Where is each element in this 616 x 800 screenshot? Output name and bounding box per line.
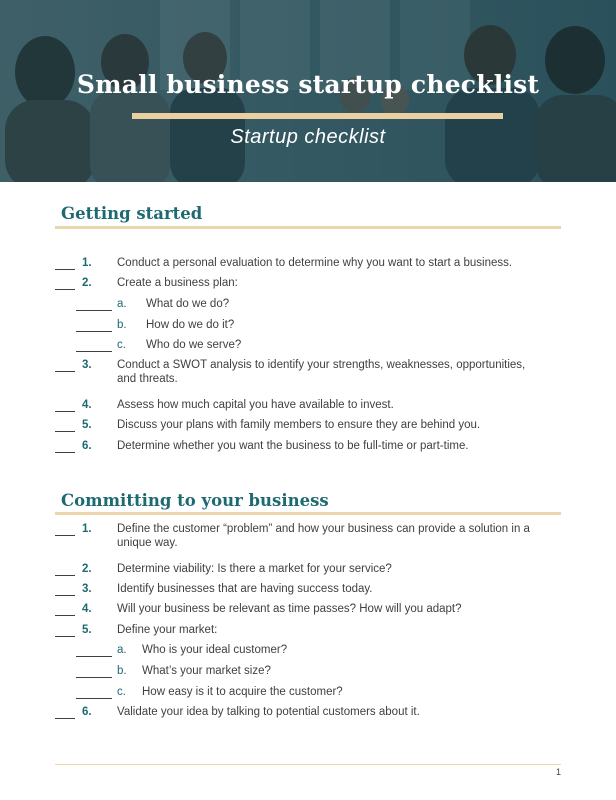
section-title-getting-started: Getting started [61,204,203,223]
item-text: Identify businesses that are having success today. [117,583,373,595]
item-text-continued: unique way. [117,537,178,549]
checkbox-blank[interactable] [76,677,112,678]
item-number: 5. [82,419,92,431]
item-text: Determine whether you want the business to be full-time or part-time. [117,440,469,452]
item-number: 3. [82,583,92,595]
checkbox-blank[interactable] [55,269,75,270]
subitem-letter: b. [117,319,127,331]
item-text: Validate your idea by talking to potential customers about it. [117,706,420,718]
title-divider [132,113,503,119]
subitem-text: What do we do? [146,298,230,310]
item-text: Define your market: [117,624,218,636]
checkbox-blank[interactable] [76,698,112,699]
checkbox-blank[interactable] [55,636,75,637]
checkbox-blank[interactable] [55,411,75,412]
checkbox-blank[interactable] [55,289,75,290]
checkbox-blank[interactable] [55,615,75,616]
checkbox-blank[interactable] [76,351,112,352]
item-text: Create a business plan: [117,277,238,289]
item-number: 3. [82,359,92,371]
item-number: 4. [82,603,92,615]
section-divider [55,512,561,515]
checkbox-blank[interactable] [55,575,75,576]
item-text: Determine viability: Is there a market for your service? [117,563,392,575]
checkbox-blank[interactable] [55,452,75,453]
checkbox-blank[interactable] [76,310,112,311]
checkbox-blank[interactable] [55,718,75,719]
item-text: Conduct a SWOT analysis to identify your strengths, weaknesses, opportunities, [117,359,526,371]
subitem-letter: b. [117,665,127,677]
section-title-committing: Committing to your business [61,491,329,510]
item-number: 1. [82,523,92,535]
subitem-letter: a. [117,644,127,656]
item-text: Discuss your plans with family members to ensure they are behind you. [117,419,481,431]
item-number: 2. [82,277,92,289]
item-number: 4. [82,399,92,411]
document-title: Small business startup checklist [76,70,540,99]
section-divider [55,226,561,229]
subitem-letter: a. [117,298,127,310]
checkbox-blank[interactable] [55,535,75,536]
subitem-text: Who is your ideal customer? [142,644,288,656]
item-number: 6. [82,706,92,718]
footer-divider [55,764,561,765]
item-text: Conduct a personal evaluation to determine why you want to start a business. [117,257,513,269]
item-text: Will your business be relevant as time passes? How will you adapt? [117,603,462,615]
checkbox-blank[interactable] [76,656,112,657]
subitem-text: What’s your market size? [142,665,271,677]
checkbox-blank[interactable] [55,595,75,596]
subitem-text: Who do we serve? [146,339,242,351]
page-number: 1 [555,767,561,777]
checkbox-blank[interactable] [76,331,112,332]
item-text: Define the customer “problem” and how your business can provide a solution in a [117,523,530,535]
subitem-text: How do we do it? [146,319,235,331]
subitem-letter: c. [117,686,126,698]
subitem-text: How easy is it to acquire the customer? [142,686,343,698]
item-number: 1. [82,257,92,269]
subitem-letter: c. [117,339,126,351]
item-text-continued: and threats. [117,373,178,385]
item-number: 6. [82,440,92,452]
item-number: 5. [82,624,92,636]
header-banner [0,0,616,182]
checkbox-blank[interactable] [55,371,75,372]
checkbox-blank[interactable] [55,431,75,432]
item-text: Assess how much capital you have available to invest. [117,399,394,411]
document-subtitle: Startup checklist [230,126,386,148]
item-number: 2. [82,563,92,575]
